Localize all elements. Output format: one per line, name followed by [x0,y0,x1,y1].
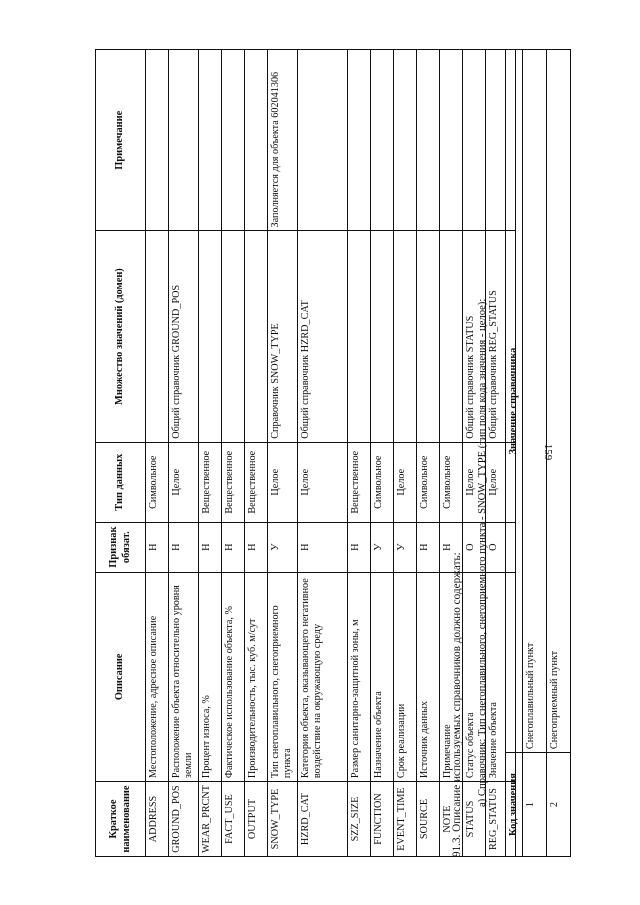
cell-description: Производительность, тыс. куб. м/сут [245,572,268,781]
cell-data-type: Символьное [417,442,440,522]
cell-data-type: Целое [298,442,348,522]
cell-description: Статус объекта [463,572,486,781]
cell-domain [146,231,169,442]
cell-data-type: Символьное [371,442,394,522]
cell-code: 1 [523,753,547,857]
table-row [547,50,571,857]
cell-description: Категория объекта, оказывающего негативное воздействие на окружающую среду [298,572,348,781]
cell-required: О [463,522,486,572]
cell-short-name: OUTPUT [245,782,268,857]
cell-required: Н [169,522,199,572]
header-code: Код значения [506,753,523,857]
cell-domain [417,231,440,442]
cell-value: Снегоплавильный пункт [523,50,547,753]
table-row [371,50,394,857]
cell-description: Фактическое использование объекта, % [222,572,245,781]
table-row [169,50,199,857]
table-row [245,50,268,857]
cell-description: Размер санитарно-защитной зоны, м [348,572,371,781]
cell-short-name: WEAR_PRCNT [199,782,222,857]
header-required: Признак обязат. [96,522,146,572]
cell-description: Местоположение, адресное описание [146,572,169,781]
cell-short-name: SNOW_TYPE [268,782,298,857]
cell-domain [371,231,394,442]
cell-note [440,50,463,231]
table-row [348,50,371,857]
cell-short-name: EVENT_TIME [394,782,417,857]
section-heading: 91.3. Описание используемых справочников должно содержать: [451,552,463,857]
cell-data-type: Символьное [146,442,169,522]
cell-domain: Общий справочник HZRD_CAT [298,231,348,442]
cell-domain [245,231,268,442]
header-domain: Множество значений (домен) [96,231,146,442]
cell-short-name: NOTE [440,782,463,857]
cell-data-type: Целое [463,442,486,522]
header-data-type: Тип данных [96,442,146,522]
cell-note [463,50,486,231]
cell-note [222,50,245,231]
table-row [146,50,169,857]
table-row [417,50,440,857]
cell-data-type: Вещественное [222,442,245,522]
page-number: 159 [542,443,554,461]
cell-note [298,50,348,231]
cell-short-name: SZZ_SIZE [348,782,371,857]
cell-required: Н [417,522,440,572]
table-row [199,50,222,857]
table-row [394,50,417,857]
cell-required: Н [298,522,348,572]
cell-required: Н [348,522,371,572]
cell-short-name: FUNCTION [371,782,394,857]
cell-short-name: ADDRESS [146,782,169,857]
header-note: Примечание [96,50,146,231]
cell-short-name: HZRD_CAT [298,782,348,857]
cell-short-name: SOURCE [417,782,440,857]
cell-description: Примечание [440,572,463,781]
table-row [222,50,245,857]
snow-type-table-header [506,50,523,857]
cell-domain: Общий справочник STATUS [463,231,486,442]
cell-required: Н [146,522,169,572]
cell-description: Тип снегоплавильного, снегоприемного пункта [268,572,298,781]
cell-domain: Справочник SNOW_TYPE [268,231,298,442]
table-row [298,50,348,857]
cell-required: Н [440,522,463,572]
cell-data-type: Вещественное [245,442,268,522]
subsection-heading: а) Справочник: Тип снегоплавильного, снегоприемного пункта - SNOW_TYPE (тип поля кода значения - целое): [477,298,488,807]
cell-note [169,50,199,231]
cell-description: Назначение объекта [371,572,394,781]
cell-short-name: STATUS [463,782,486,857]
cell-domain: Общий справочник REG_STATUS [486,231,516,442]
cell-data-type: Вещественное [348,442,371,522]
header-value: Значение справочника [506,50,523,753]
cell-domain [199,231,222,442]
cell-description: Источник данных [417,572,440,781]
cell-code: 2 [547,753,571,857]
cell-note [146,50,169,231]
cell-domain [440,231,463,442]
header-short-name: Краткое наименование [96,782,146,857]
cell-description: Значение объекта [486,572,516,781]
cell-data-type: Целое [268,442,298,522]
cell-required: У [394,522,417,572]
cell-data-type: Символьное [440,442,463,522]
cell-note [199,50,222,231]
cell-description: Расположение объекта относительно уровня земли [169,572,199,781]
cell-note [417,50,440,231]
cell-required: У [371,522,394,572]
cell-note [245,50,268,231]
table-row [268,50,298,857]
cell-domain [348,231,371,442]
cell-required: Н [222,522,245,572]
cell-domain [394,231,417,442]
cell-data-type: Целое [169,442,199,522]
cell-note [394,50,417,231]
cell-required: У [268,522,298,572]
cell-short-name: GROUND_POS [169,782,199,857]
cell-data-type: Вещественное [199,442,222,522]
cell-description: Процент износа, % [199,572,222,781]
cell-note [348,50,371,231]
cell-required: Н [245,522,268,572]
cell-note: Заполняется для объекта 602041306 [268,50,298,231]
cell-domain: Общий справочник GROUND_POS [169,231,199,442]
cell-required: Н [199,522,222,572]
header-description: Описание [96,572,146,781]
attributes-table-header [96,50,146,857]
cell-required: О [486,522,516,572]
cell-note [371,50,394,231]
cell-domain [222,231,245,442]
cell-short-name: FACT_USE [222,782,245,857]
snow-type-reference-table [505,49,571,857]
cell-data-type: Целое [486,442,516,522]
cell-data-type: Целое [394,442,417,522]
cell-description: Срок реализации [394,572,417,781]
cell-short-name: REG_STATUS [486,782,516,857]
table-row [523,50,547,857]
cell-value: Снегоприемный пункт [547,50,571,753]
